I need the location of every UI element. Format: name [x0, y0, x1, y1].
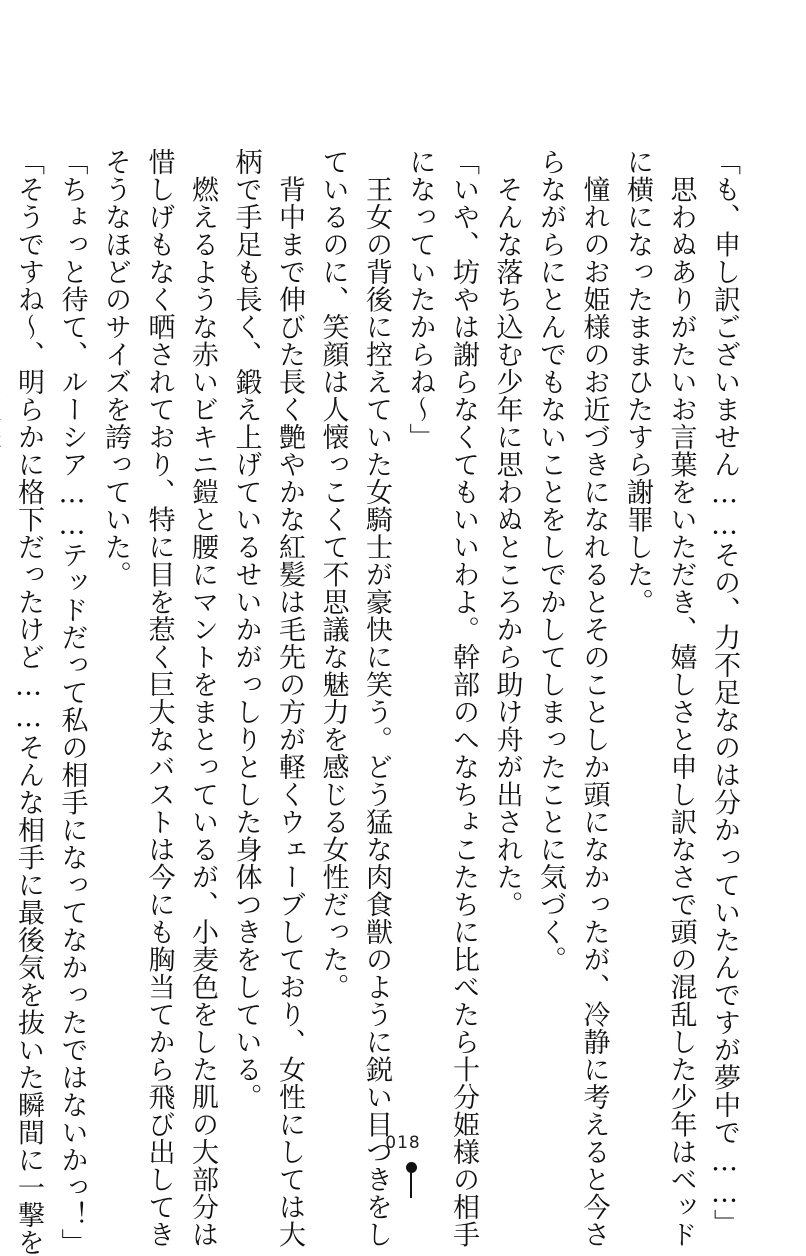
text-line: ているのに、笑顔は人懐っこくて不思議な魅力を感じる女性だった。	[317, 148, 349, 1001]
text-line: 王女の背後に控えていた女騎士が豪快に笑う。どう猛な肉食獣のように鋭い目つきをし	[361, 148, 392, 1248]
text-line	[0, 148, 7, 1103]
text-line: 「いや、坊やは謝らなくてもいいわよ。幹部のへなちょこたちに比べたら十分姫様の相手	[448, 148, 479, 1248]
text-line: 惜しげもなく晒されており、特に目を惹く巨大なバストは今にも胸当てから飛び出してき	[143, 148, 175, 1248]
text-line: そんな落ち込む少年に思わぬところから助け舟が出された。	[491, 148, 523, 918]
text-line: 燃えるような赤いビキニ鎧と腰にマントをまとっているが、小麦色をした肌の大部分は	[187, 148, 218, 1248]
text-line: 思わぬありがたいお言葉をいただき、嬉しさと申し訳なさで頭の混乱した少年はベッド	[665, 148, 697, 1248]
page-marker-line	[410, 1172, 412, 1198]
text-line: 「も、申し訳ございません……その、力不足なのは分かっていたんですが夢中で……」	[709, 148, 740, 1237]
text-line: に横になったままひたすら謝罪した。	[622, 148, 653, 616]
text-line: 「そうですね～、明らかに格下だったけど……そんな相手に最後気を抜いた瞬間に一撃を	[13, 148, 44, 1256]
text-line: 「ちょっと待て、ルーシア……テッドだって私の相手になってなかったではないかっ！」	[56, 148, 88, 1256]
text-line: らながらにとんでもないことをしでかしてしまったことに気づく。	[535, 148, 566, 973]
text-line: 柄で手足も長く、鍛え上げているせいかがっしりとした身体つきをしている。	[230, 148, 262, 1111]
text-line: 憧れのお姫様のお近づきになれるとそのことしか頭になかったが、冷静に考えると今さ	[578, 148, 610, 1248]
text-line: 背中まで伸びた長く艶やかな紅髪は毛先の方が軽くウェーブしており、女性にしては大	[274, 148, 305, 1248]
page-number: 018	[385, 1133, 421, 1153]
text-line: そうなほどのサイズを誇っていた。	[100, 148, 131, 588]
text-line: になっていたからね～」	[404, 148, 436, 451]
